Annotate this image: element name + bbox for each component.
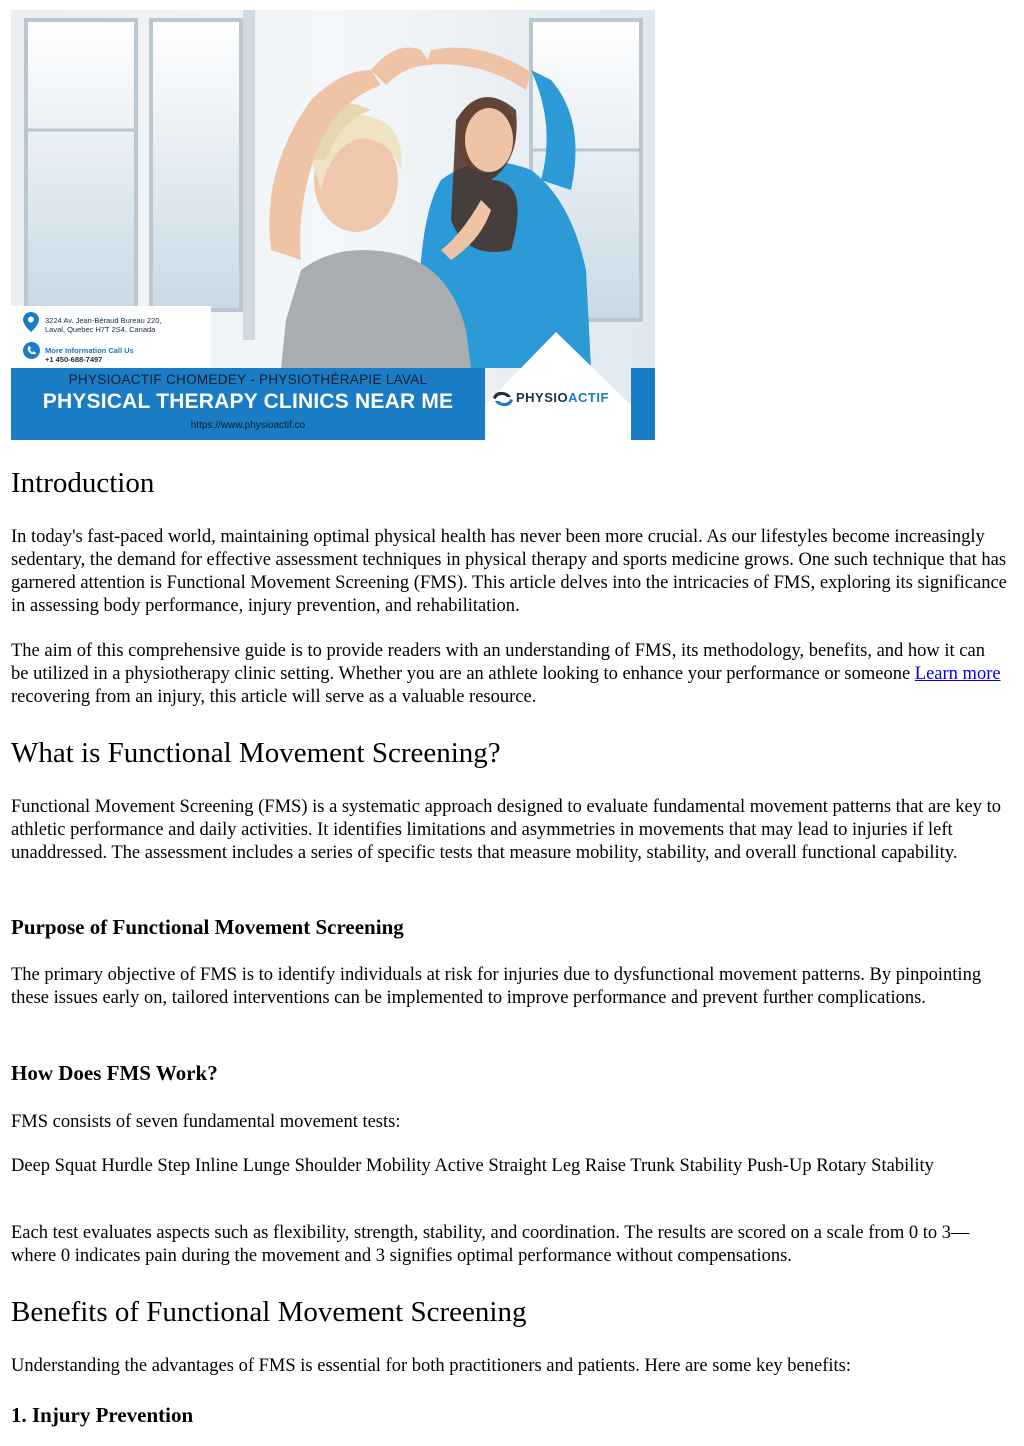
benefits-heading: Benefits of Functional Movement Screening xyxy=(11,1296,527,1328)
fms-tests-list: Deep Squat Hurdle Step Inline Lunge Shoulder Mobility Active Straight Leg Raise Trunk Stability Push-Up Rotary Stability xyxy=(11,1156,934,1176)
phone-icon xyxy=(23,342,40,359)
banner-side-stripe xyxy=(631,368,655,440)
info-label: More Information Call Us xyxy=(45,346,134,355)
banner-headline: PHYSICAL THERAPY CLINICS NEAR ME xyxy=(42,390,454,413)
page xyxy=(11,10,1007,1427)
brand-name-part1: PHYSIO xyxy=(516,390,569,405)
how-fms-paragraph-3: Each test evaluates aspects such as flexibility, strength, stability, and coordination. The results are scored on a scale from 0 to 3—where 0 indicates pain during the movement and 3 signifies optimal performance without compensations. xyxy=(11,1223,970,1266)
address-line-1: 3224 Av. Jean-Béraud Bureau 220, xyxy=(45,316,162,325)
brand-name xyxy=(516,390,609,405)
learn-more-link[interactable]: Learn more xyxy=(914,664,1001,684)
how-fms-paragraph-1: FMS consists of seven fundamental movement tests: xyxy=(11,1112,401,1132)
intro-p2-text-after: recovering from an injury, this article will serve as a valuable resource. xyxy=(11,687,537,707)
intro-heading: Introduction xyxy=(11,467,155,499)
phone-number: +1 450-688-7497 xyxy=(45,355,103,364)
clinic-name: PHYSIOACTIF CHOMEDEY - PHYSIOTHÉRAPIE LAVAL xyxy=(68,372,428,387)
location-pin-icon xyxy=(23,312,39,332)
purpose-heading: Purpose of Functional Movement Screening xyxy=(11,915,404,939)
purpose-paragraph: The primary objective of FMS is to identify individuals at risk for injuries due to dysfunctional movement patterns. By pinpointing these issues early on, tailored interventions can be implemented to improve performance and prevent further complications. xyxy=(11,965,982,1008)
what-is-fms-paragraph: Functional Movement Screening (FMS) is a systematic approach designed to evaluate fundamental movement patterns that are key to athletic performance and daily activities. It identifies limitations and asymmetries in movements that may lead to injuries if left unaddressed. The assessment includes a series of specific tests that measure mobility, stability, and overall functional capability. xyxy=(11,797,1001,863)
banner-url: https://www.physioactif.co xyxy=(190,420,306,431)
hero-banner-image xyxy=(11,10,655,440)
address-text xyxy=(45,316,161,334)
intro-paragraph-1: In today's fast-paced world, maintaining optimal physical health has never been more crucial. As our lifestyles become increasingly sedentary, the demand for effective assessment techniques in physical therapy and sports medicine grows. One such technique that has garnered attention is Functional Movement Screening (FMS). This article delves into the intricacies of FMS, exploring its significance in assessing body performance, injury prevention, and rehabilitation. xyxy=(11,527,1007,616)
benefits-paragraph: Understanding the advantages of FMS is essential for both practitioners and patients. Here are some key benefits: xyxy=(11,1356,851,1376)
contact-info-panel xyxy=(11,306,211,368)
what-is-fms-heading: What is Functional Movement Screening? xyxy=(11,737,501,769)
intro-paragraph-2 xyxy=(11,640,1007,709)
address-line-2: Laval, Quebec H7T 2S4, Canada xyxy=(45,325,156,334)
phone-text xyxy=(45,346,134,364)
intro-p2-text-before: The aim of this comprehensive guide is to provide readers with an understanding of FMS, its methodology, benefits, and how it can be utilized in a physiotherapy clinic setting. Whether you are an athlete looking to enhance your performance or someone xyxy=(11,641,985,684)
how-fms-works-heading: How Does FMS Work? xyxy=(11,1061,218,1085)
injury-prevention-heading: 1. Injury Prevention xyxy=(11,1403,194,1427)
brand-name-part2: ACTIF xyxy=(568,390,609,405)
banner-title-bar xyxy=(11,368,485,440)
